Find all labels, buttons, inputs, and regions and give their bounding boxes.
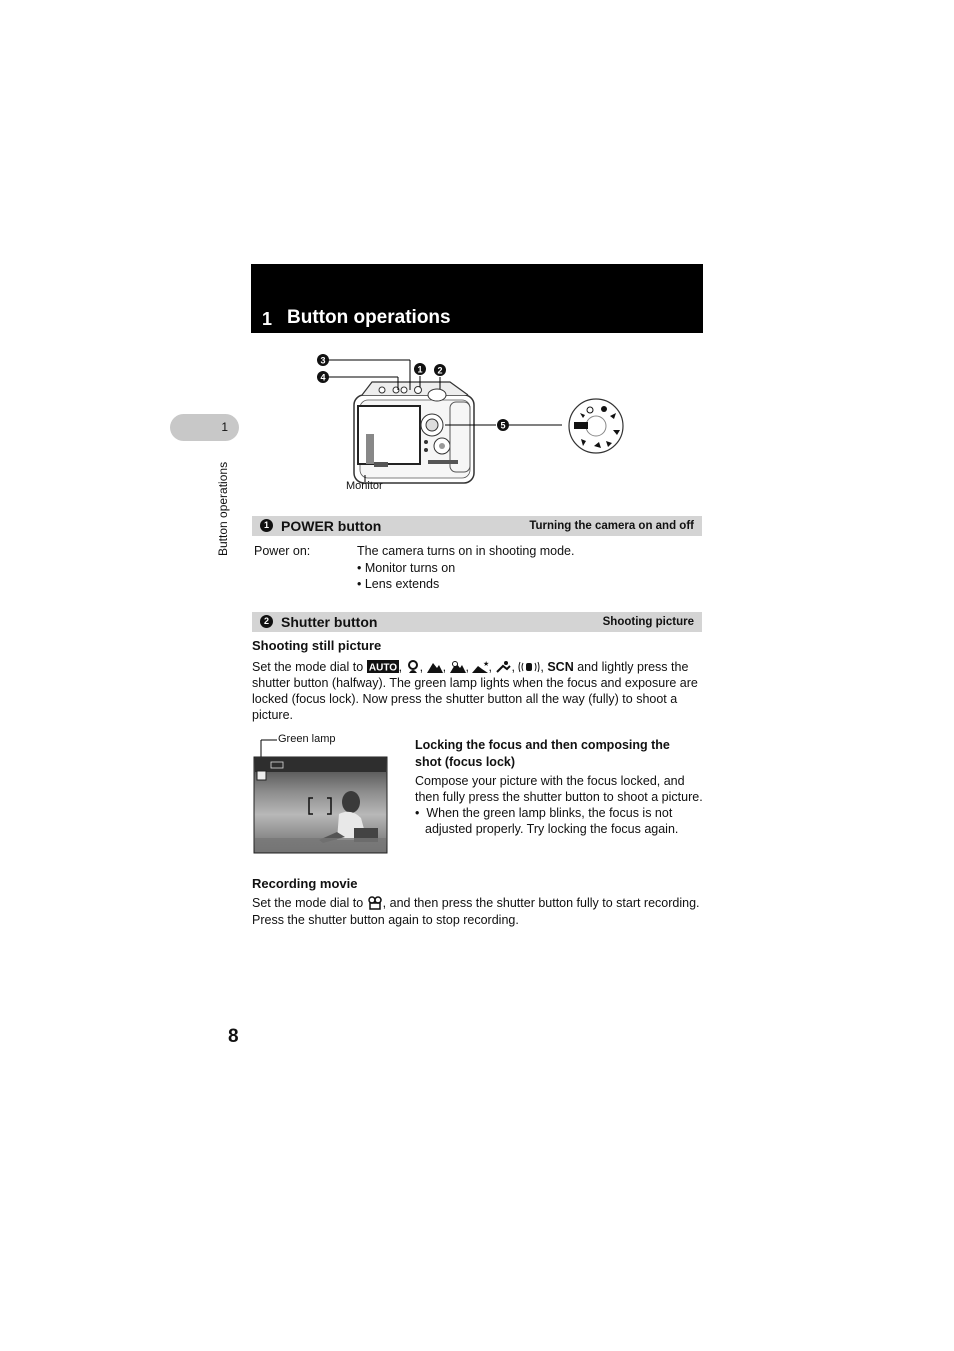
power-section-title: POWER button xyxy=(281,518,382,534)
power-on-label: Power on: xyxy=(254,544,311,558)
callout-3 xyxy=(317,354,329,366)
movie-heading: Recording movie xyxy=(252,876,358,891)
side-label xyxy=(216,452,234,562)
page-number: 8 xyxy=(228,1026,239,1047)
svg-text:5: 5 xyxy=(500,420,506,431)
still-heading: Shooting still picture xyxy=(252,638,382,653)
side-tab-number: 1 xyxy=(221,420,228,434)
lock-heading-line-1: Locking the focus and then composing the xyxy=(415,738,670,752)
lock-text-line-2: then fully press the shutter button to shoot a picture. xyxy=(415,790,703,804)
svg-text:2: 2 xyxy=(437,365,443,376)
still-paragraph-line-2: shutter button (halfway). The green lamp lights when the focus and exposure are xyxy=(252,676,698,690)
power-bullet-2: • Lens extends xyxy=(357,577,440,591)
callout-5 xyxy=(497,419,509,431)
shutter-button-icon xyxy=(428,389,446,401)
camera-diagram xyxy=(300,350,640,500)
svg-text:★: ★ xyxy=(483,660,490,668)
side-tab xyxy=(170,414,239,441)
still-paragraph-line-1: Set the mode dial to AUTO , , , , ★ , , , SCN and lightly press the xyxy=(252,659,688,677)
movie-mode-icon xyxy=(367,896,383,913)
lock-bullet-line-1: • When the green lamp blinks, the focus is not xyxy=(415,806,673,820)
chapter-number: 1 xyxy=(262,309,273,329)
section-number-badge: 1 xyxy=(260,519,273,532)
svg-text:4: 4 xyxy=(320,372,326,383)
monitor-label: Monitor xyxy=(346,480,383,492)
chapter-banner xyxy=(251,264,703,333)
movie-paragraph-line-2: Press the shutter button again to stop recording. xyxy=(252,913,519,927)
viewfinder-photo xyxy=(253,738,389,856)
green-lamp-icon xyxy=(257,771,266,780)
callout-2 xyxy=(434,364,446,376)
movie-paragraph-line-1: Set the mode dial to , and then press the shutter button fully to start recording. xyxy=(252,895,700,913)
callout-1 xyxy=(414,363,426,375)
mode-dial-detail-icon xyxy=(569,399,623,453)
power-on-text: The camera turns on in shooting mode. xyxy=(357,544,575,558)
green-lamp-label: Green lamp xyxy=(278,733,336,745)
still-paragraph-line-4: picture. xyxy=(252,708,293,722)
lock-bullet-line-2: adjusted properly. Try locking the focus again. xyxy=(425,822,679,836)
power-section-subtitle: Turning the camera on and off xyxy=(529,520,694,532)
still-paragraph-line-3: locked (focus lock). Now press the shutter button all the way (fully) to shoot a xyxy=(252,692,678,706)
section-number-badge: 2 xyxy=(260,615,273,628)
svg-text:3: 3 xyxy=(320,355,326,366)
shutter-section-title: Shutter button xyxy=(281,614,378,630)
power-bullet-1: • Monitor turns on xyxy=(357,561,456,575)
side-label-text: Button operations xyxy=(216,461,230,556)
svg-text:1: 1 xyxy=(417,364,423,375)
power-button-icon xyxy=(415,387,422,394)
lock-text-line-1: Compose your picture with the focus locked, and xyxy=(415,774,685,788)
shutter-section-subtitle: Shooting picture xyxy=(602,616,694,628)
shutter-section-header xyxy=(252,612,702,632)
callout-4 xyxy=(317,371,329,383)
svg-text:AUTO: AUTO xyxy=(368,662,397,674)
lock-heading-line-2: shot (focus lock) xyxy=(415,755,516,769)
power-section-header xyxy=(252,516,702,536)
chapter-title: Button operations xyxy=(287,307,451,328)
